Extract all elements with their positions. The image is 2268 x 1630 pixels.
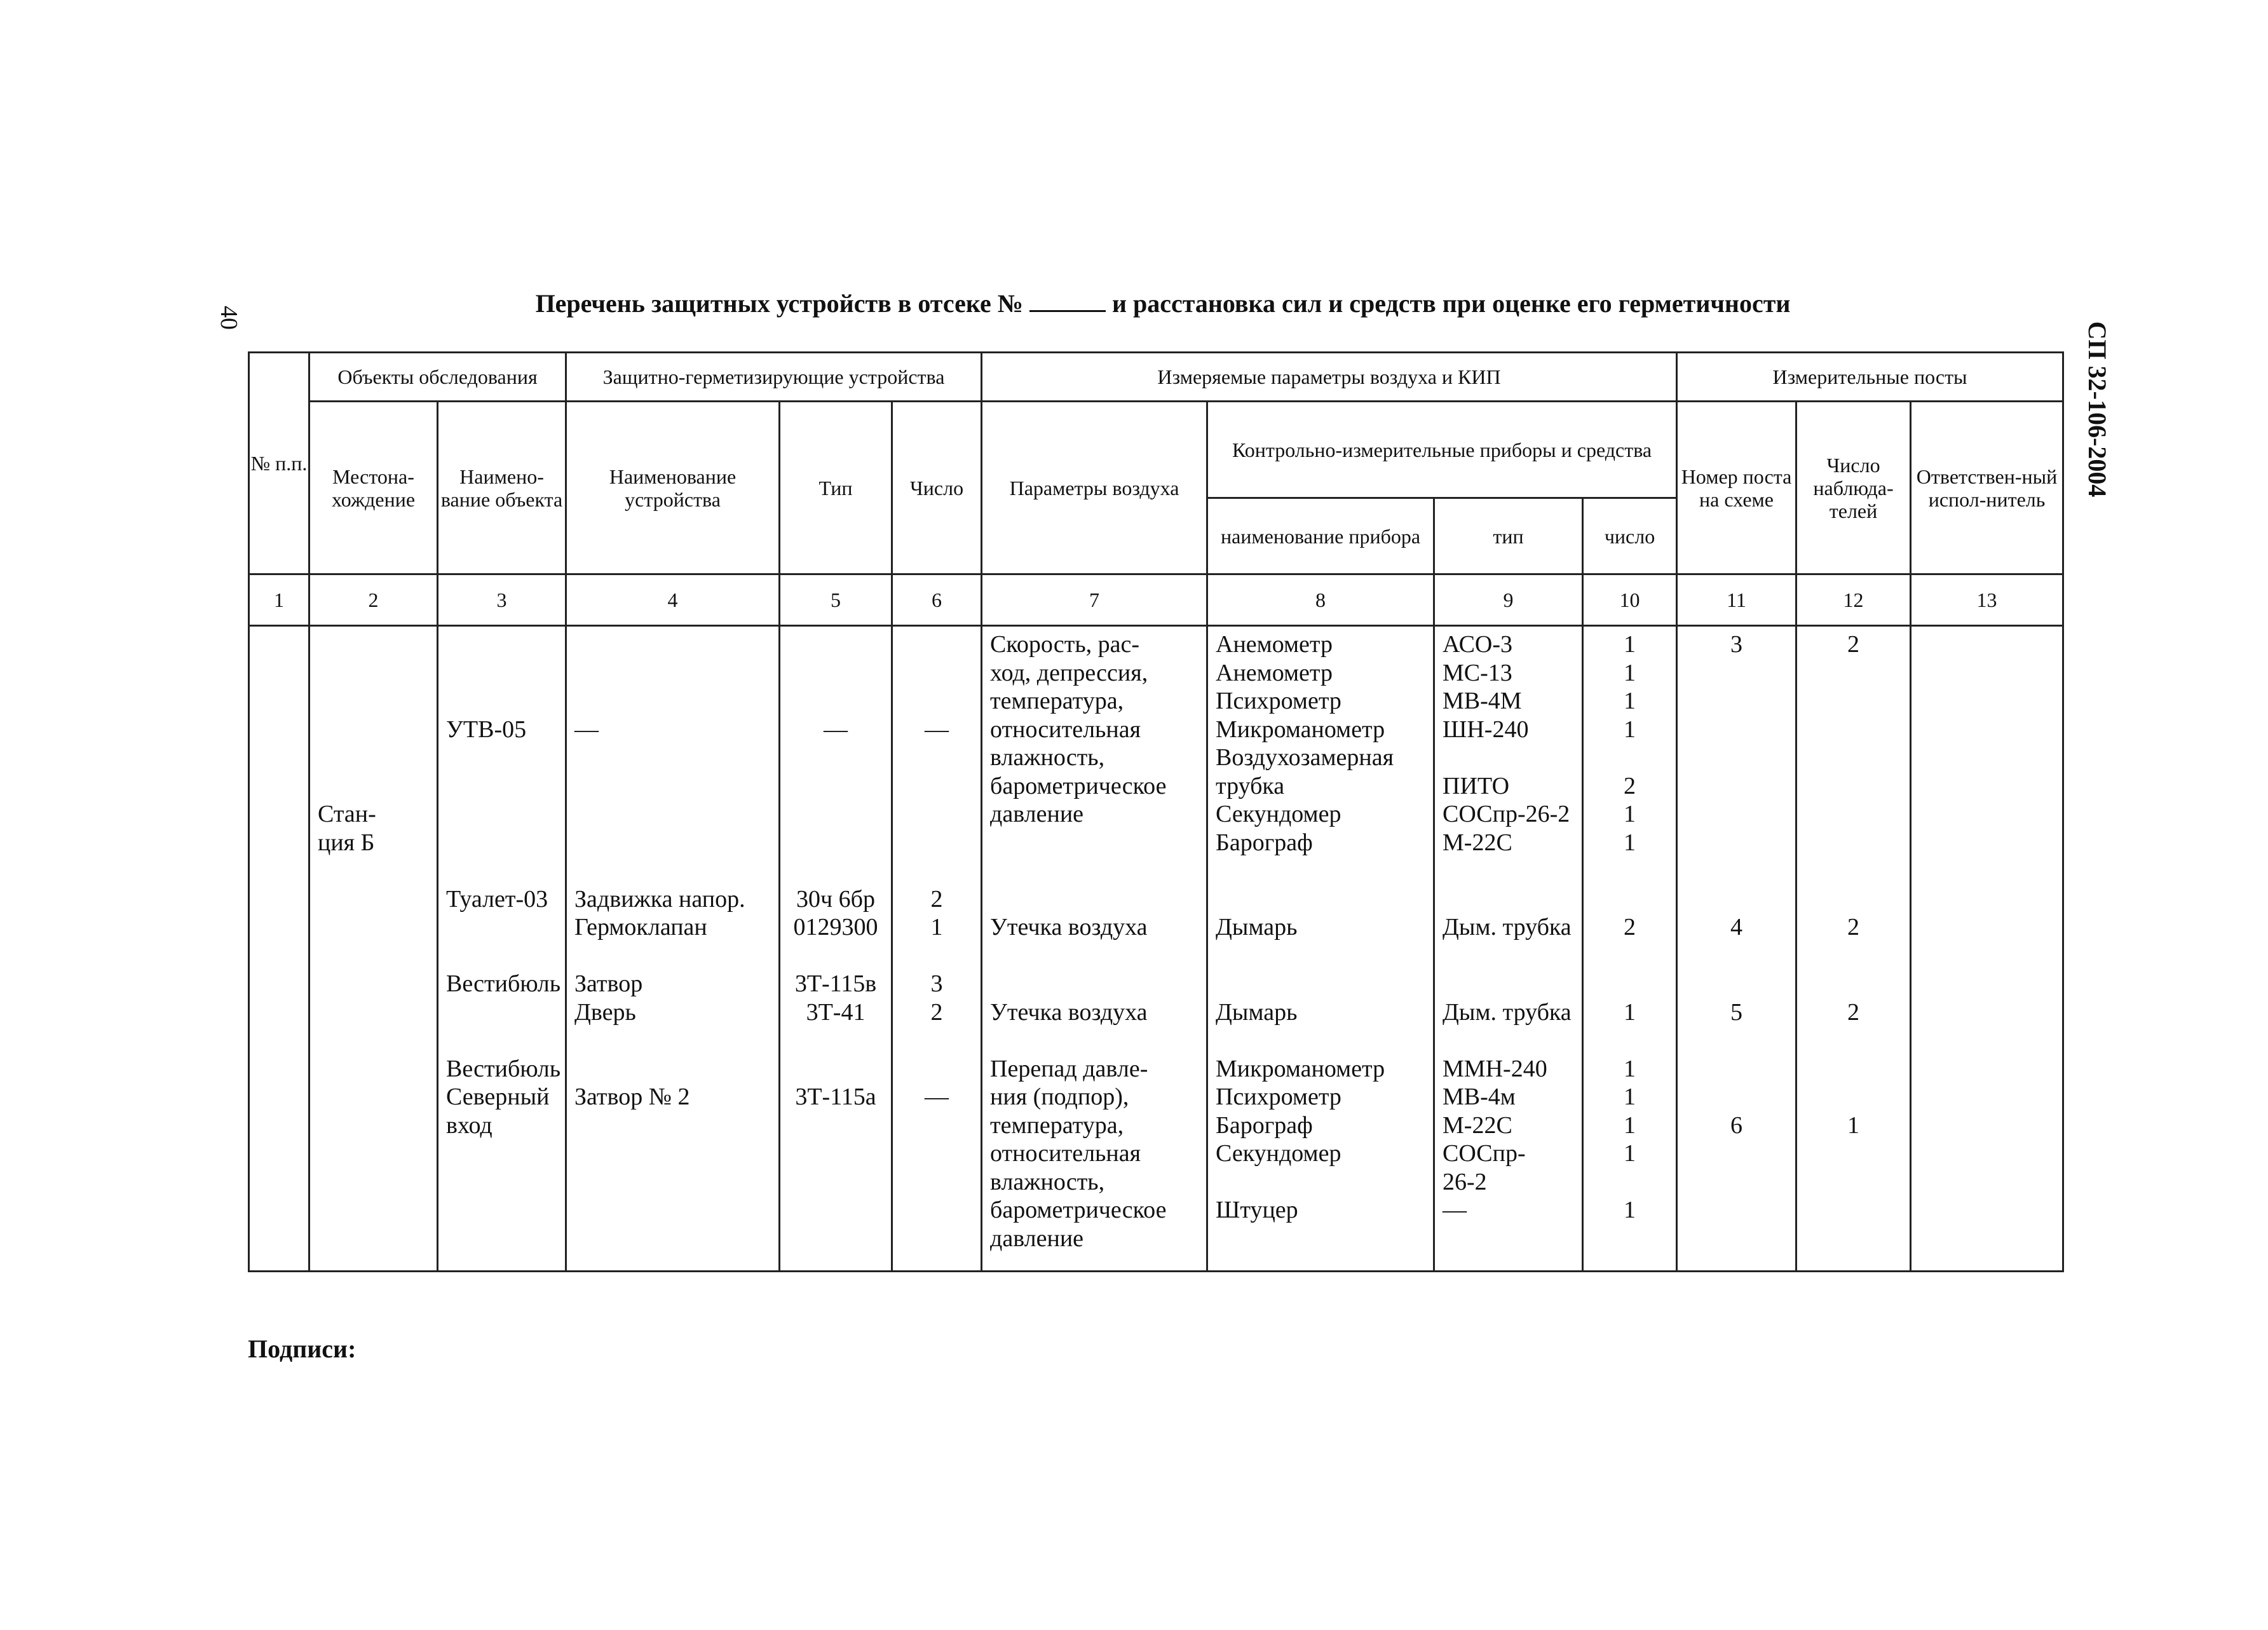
cell-line: относительная — [990, 716, 1141, 743]
cell-line — [982, 942, 1206, 970]
column-number: 3 — [438, 574, 566, 626]
cell-post-number — [1677, 626, 1796, 1272]
column-number: 4 — [566, 574, 780, 626]
header-location: Местона-хождение — [309, 402, 438, 574]
cell-line: 1 — [1624, 829, 1636, 856]
cell-line — [982, 829, 1206, 857]
header-row-number: № п.п. — [249, 353, 309, 574]
cell-line: ция Б — [318, 829, 375, 856]
cell-line — [1584, 1026, 1676, 1055]
cell-line — [1208, 970, 1433, 998]
cell-line — [780, 744, 891, 772]
cell-line: давление — [990, 1225, 1084, 1252]
cell-line — [893, 1055, 981, 1083]
cell-line: ния (подпор), — [990, 1083, 1129, 1110]
cell-line — [1797, 772, 1910, 801]
cell-line: СОСпр-26-2 — [1443, 801, 1570, 827]
cell-line — [982, 970, 1206, 998]
cell-line: Туалет-03 — [446, 885, 548, 913]
cell-line: Барограф — [1216, 829, 1313, 856]
cell-line: М-22С — [1443, 829, 1512, 856]
cell-line: ММН-240 — [1443, 1055, 1547, 1082]
cell-line — [567, 1026, 778, 1055]
cell-line — [567, 630, 778, 659]
header-responsible: Ответствен-ный испол-нитель — [1911, 402, 2063, 574]
cell-line: 1 — [1624, 688, 1636, 714]
column-number: 8 — [1207, 574, 1434, 626]
cell-line: Дымарь — [1216, 914, 1298, 941]
cell-line: 3Т-115в — [794, 970, 877, 997]
cell-line: ход, депрессия, — [990, 659, 1148, 686]
cell-line — [1797, 1026, 1910, 1055]
cell-line — [438, 1026, 565, 1055]
title-part-1: Перечень защитных устройств в отсеке № — [535, 289, 1023, 318]
cell-line — [1797, 800, 1910, 829]
cell-line: трубка — [1216, 772, 1285, 799]
cell-line — [438, 744, 565, 772]
cell-line — [780, 687, 891, 716]
cell-line — [1797, 829, 1910, 857]
cell-line — [1435, 942, 1582, 970]
cell-line — [1678, 829, 1795, 857]
cell-line — [780, 1026, 891, 1055]
cell-line: Штуцер — [1216, 1197, 1298, 1223]
cell-line — [893, 857, 981, 885]
cell-line: Вестибюль — [446, 970, 561, 997]
cell-line — [780, 857, 891, 885]
cell-line: Барограф — [1216, 1111, 1313, 1139]
cell-line — [567, 687, 778, 716]
cell-line — [893, 630, 981, 659]
cell-line: МС-13 — [1443, 659, 1512, 686]
cell-line — [780, 659, 891, 688]
cell-line — [1435, 885, 1582, 914]
cell-line — [310, 630, 437, 659]
cell-line: СОСпр- — [1443, 1140, 1526, 1167]
cell-line: Вестибюль — [446, 1055, 561, 1082]
cell-line — [1797, 1055, 1910, 1083]
header-group-air-params: Измеряемые параметры воздуха и КИП — [982, 353, 1677, 402]
cell-line: барометрическое — [990, 1197, 1167, 1223]
cell-line — [982, 885, 1206, 914]
header-device-count: Число — [892, 402, 982, 574]
cell-line: относительная — [990, 1140, 1141, 1167]
cell-line: влажность, — [990, 744, 1105, 771]
cell-line — [1797, 970, 1910, 998]
cell-line — [1678, 716, 1795, 744]
cell-line — [310, 772, 437, 801]
cell-line — [250, 630, 308, 659]
cell-line — [567, 857, 778, 885]
column-number: 9 — [1434, 574, 1583, 626]
cell-line: 3Т-115а — [795, 1083, 876, 1110]
cell-line — [1678, 772, 1795, 801]
cell-line — [1208, 1026, 1433, 1055]
cell-line — [1435, 1026, 1582, 1055]
cell-line — [1678, 857, 1795, 885]
page-title — [445, 287, 1881, 320]
header-group-devices: Защитно-герметизирующие устройства — [566, 353, 982, 402]
cell-line — [1584, 942, 1676, 970]
cell-line: 1 — [1624, 659, 1636, 686]
cell-line — [567, 942, 778, 970]
cell-line: Анемометр — [1216, 631, 1333, 658]
cell-line: 3 — [930, 970, 943, 997]
cell-line: влажность, — [990, 1168, 1105, 1195]
cell-object-name — [438, 626, 566, 1272]
cell-line: Затвор — [574, 970, 643, 997]
column-number: 7 — [982, 574, 1207, 626]
column-number: 13 — [1911, 574, 2063, 626]
cell-line — [780, 800, 891, 829]
cell-line: 1 — [1624, 1140, 1636, 1167]
cell-line — [893, 772, 981, 801]
cell-line — [567, 744, 778, 772]
cell-line: ШН-240 — [1443, 716, 1529, 743]
cell-line: — — [1443, 1197, 1467, 1223]
cell-line — [1584, 885, 1676, 914]
cell-line — [1208, 885, 1433, 914]
cell-line: МВ-4м — [1443, 1083, 1516, 1110]
cell-line: Микроманометр — [1216, 716, 1385, 743]
cell-line — [438, 687, 565, 716]
cell-line — [893, 687, 981, 716]
cell-line — [1797, 659, 1910, 688]
cell-line: Психрометр — [1216, 688, 1341, 714]
column-number: 2 — [309, 574, 438, 626]
cell-line — [1435, 857, 1582, 885]
column-numbers-row — [249, 574, 2063, 626]
cell-line — [780, 772, 891, 801]
cell-line: Перепад давле- — [990, 1055, 1148, 1082]
cell-line: 26-2 — [1443, 1168, 1487, 1195]
cell-line — [310, 744, 437, 772]
cell-line: 30ч 6бр — [796, 885, 875, 913]
cell-line: 2 — [1847, 631, 1860, 658]
header-air-params: Параметры воздуха — [982, 402, 1207, 574]
cell-line — [438, 630, 565, 659]
cell-instrument-type — [1434, 626, 1583, 1272]
cell-observers-count — [1796, 626, 1911, 1272]
cell-line: 4 — [1730, 914, 1743, 941]
cell-line — [1797, 1083, 1910, 1111]
cell-line: Затвор № 2 — [574, 1083, 690, 1110]
cell-line — [310, 716, 437, 744]
header-observers-count: Число наблюда-телей — [1796, 402, 1911, 574]
cell-line: Дым. трубка — [1443, 998, 1572, 1026]
cell-line: 1 — [1624, 716, 1636, 743]
cell-line: Секундомер — [1216, 1140, 1341, 1167]
cell-line — [1208, 1168, 1433, 1197]
cell-line — [438, 857, 565, 885]
cell-line: 5 — [1730, 998, 1743, 1026]
cell-line: Дверь — [574, 998, 636, 1026]
cell-line — [567, 829, 778, 857]
cell-line — [1912, 630, 2062, 659]
cell-line: 1 — [1624, 1197, 1636, 1223]
cell-line: температура, — [990, 1111, 1124, 1139]
column-number: 12 — [1796, 574, 1911, 626]
document-code: СП 32-106-2004 — [2083, 321, 2112, 498]
cell-line — [1584, 1168, 1676, 1197]
cell-row-number — [249, 626, 309, 1272]
cell-line — [1678, 744, 1795, 772]
signatures-label: Подписи: — [248, 1335, 356, 1363]
cell-line — [1584, 857, 1676, 885]
cell-line — [438, 772, 565, 801]
cell-line — [893, 800, 981, 829]
cell-line: Микроманометр — [1216, 1055, 1385, 1082]
cell-line — [1797, 687, 1910, 716]
cell-line — [982, 857, 1206, 885]
cell-line: 2 — [1847, 914, 1860, 941]
cell-line: — — [925, 716, 949, 743]
cell-instrument-count — [1583, 626, 1677, 1272]
cell-line — [438, 659, 565, 688]
page-number: 40 — [215, 306, 242, 330]
cell-line — [1797, 716, 1910, 744]
header-instrument-count: число — [1583, 498, 1677, 574]
title-part-2: и расстановка сил и средств при оценке его герметичности — [1111, 289, 1791, 318]
cell-line — [1678, 1026, 1795, 1055]
column-number: 6 — [892, 574, 982, 626]
cell-line: Задвижка напор. — [574, 885, 745, 913]
cell-line: Утечка воздуха — [990, 914, 1148, 941]
header-device-name: Наименование устройства — [566, 402, 780, 574]
cell-line: 2 — [1847, 998, 1860, 1026]
cell-line: — — [824, 716, 848, 743]
cell-line: 1 — [930, 914, 943, 941]
cell-line — [893, 942, 981, 970]
cell-line: Северный — [446, 1083, 550, 1110]
cell-line — [893, 1026, 981, 1055]
cell-location — [309, 626, 438, 1272]
cell-device-name — [566, 626, 780, 1272]
header-group-instruments: Контрольно-измерительные приборы и средства — [1207, 402, 1677, 498]
cell-line: Анемометр — [1216, 659, 1333, 686]
cell-device-count — [892, 626, 982, 1272]
cell-line: АСО-3 — [1443, 631, 1513, 658]
cell-line — [438, 998, 565, 1027]
cell-line: 1 — [1624, 998, 1636, 1026]
cell-line — [780, 829, 891, 857]
cell-line — [1678, 885, 1795, 914]
column-number: 5 — [780, 574, 892, 626]
cell-line — [1678, 970, 1795, 998]
cell-line — [1435, 970, 1582, 998]
cell-line — [1678, 942, 1795, 970]
header-post-number: Номер поста на схеме — [1677, 402, 1796, 574]
cell-line: 2 — [1624, 772, 1636, 799]
cell-line: 0129300 — [793, 914, 878, 941]
cell-line: 1 — [1624, 1055, 1636, 1082]
cell-line — [982, 1026, 1206, 1055]
cell-line — [1584, 970, 1676, 998]
cell-line: Дымарь — [1216, 998, 1298, 1026]
cell-line: УТВ-05 — [446, 716, 527, 743]
column-number: 10 — [1583, 574, 1677, 626]
cell-line — [893, 829, 981, 857]
cell-line — [1797, 885, 1910, 914]
cell-line: — — [925, 1083, 949, 1110]
cell-line — [1678, 1055, 1795, 1083]
cell-line: ПИТО — [1443, 772, 1510, 799]
cell-line — [1678, 687, 1795, 716]
header-object-name: Наимено-вание объекта — [438, 402, 566, 574]
cell-line: Психрометр — [1216, 1083, 1341, 1110]
header-device-type: Тип — [780, 402, 892, 574]
cell-device-type — [780, 626, 892, 1272]
header-instrument-type: тип — [1434, 498, 1583, 574]
cell-line: 1 — [1847, 1111, 1860, 1139]
cell-line: 1 — [1624, 1083, 1636, 1110]
cell-line — [438, 800, 565, 829]
cell-line — [893, 659, 981, 688]
column-number: 1 — [249, 574, 309, 626]
cell-line: 2 — [930, 885, 943, 913]
cell-line — [438, 913, 565, 942]
cell-line — [567, 800, 778, 829]
cell-line: 2 — [930, 998, 943, 1026]
cell-line — [1208, 857, 1433, 885]
cell-line: Утечка воздуха — [990, 998, 1148, 1026]
cell-line: МВ-4М — [1443, 688, 1522, 714]
cell-line: 6 — [1730, 1111, 1743, 1139]
cell-air-params — [982, 626, 1207, 1272]
column-number: 11 — [1677, 574, 1796, 626]
cell-line — [1435, 744, 1582, 772]
cell-line: 1 — [1624, 1111, 1636, 1139]
cell-line — [567, 659, 778, 688]
cell-line: 1 — [1624, 801, 1636, 827]
cell-line — [1797, 942, 1910, 970]
cell-line: барометрическое — [990, 772, 1167, 799]
cell-line: Стан- — [318, 801, 376, 827]
cell-line — [567, 772, 778, 801]
header-group-posts: Измерительные посты — [1677, 353, 2063, 402]
cell-line: — — [574, 716, 599, 743]
cell-line — [1678, 800, 1795, 829]
cell-line — [780, 1055, 891, 1083]
cell-line: 3Т-41 — [806, 998, 866, 1026]
cell-line: Секундомер — [1216, 801, 1341, 827]
compartment-number-blank — [1029, 291, 1106, 312]
cell-line: температура, — [990, 688, 1124, 714]
cell-line: 2 — [1624, 914, 1636, 941]
cell-line: Скорость, рас- — [990, 631, 1140, 658]
cell-responsible — [1911, 626, 2063, 1272]
cell-line: вход — [446, 1111, 492, 1139]
cell-line — [310, 687, 437, 716]
cell-line — [310, 659, 437, 688]
header-group-objects: Объекты обследования — [309, 353, 566, 402]
cell-line — [567, 1055, 778, 1083]
cell-line: Воздухозамерная — [1216, 744, 1394, 771]
cell-line — [1678, 1083, 1795, 1111]
cell-line — [1584, 744, 1676, 772]
cell-instrument-name — [1207, 626, 1434, 1272]
cell-line: 1 — [1624, 631, 1636, 658]
cell-line — [1797, 857, 1910, 885]
cell-line: М-22С — [1443, 1111, 1512, 1139]
cell-line: Дым. трубка — [1443, 914, 1572, 941]
cell-line — [438, 829, 565, 857]
cell-line — [1797, 744, 1910, 772]
cell-line — [438, 942, 565, 970]
devices-table — [248, 351, 2064, 1272]
cell-line — [893, 744, 981, 772]
cell-line — [780, 630, 891, 659]
cell-line: Гермоклапан — [574, 914, 707, 941]
cell-line: давление — [990, 801, 1084, 827]
cell-line — [780, 942, 891, 970]
header-instrument-name: наименование прибора — [1207, 498, 1434, 574]
cell-line — [1208, 942, 1433, 970]
cell-line: 3 — [1730, 631, 1743, 658]
cell-line — [1678, 659, 1795, 688]
